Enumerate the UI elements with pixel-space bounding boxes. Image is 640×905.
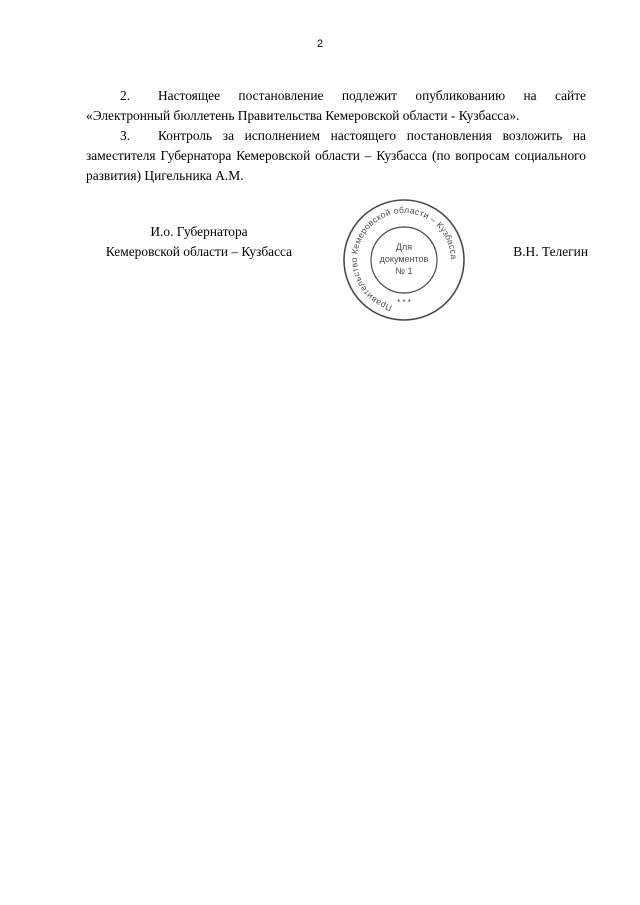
official-seal xyxy=(342,198,466,322)
paragraph-number: 3. xyxy=(120,128,131,143)
document-body xyxy=(86,86,586,186)
paragraph-text: Контроль за исполнением настоящего постановления возложить на заместителя Губернатора Кемеровской области – Кузбасса (по вопросам социального развития) Цигельника А.М. xyxy=(86,128,586,183)
seal-ring-text: Правительство Кемеровской области – Кузбасса xyxy=(348,204,460,314)
seal-stars: * * * xyxy=(397,298,411,307)
paragraph-3 xyxy=(86,126,586,186)
paragraph-2 xyxy=(86,86,586,126)
paragraph-number: 2. xyxy=(120,88,131,103)
signatory-name: В.Н. Телегин xyxy=(513,244,588,259)
paragraph-text: Настоящее постановление подлежит опубликованию на сайте «Электронный бюллетень Правительства Кемеровской области - Кузбасса». xyxy=(86,88,586,123)
page-number: 2 xyxy=(316,38,324,50)
position-line-2: Кемеровской области – Кузбасса xyxy=(105,244,293,259)
position-line-1: И.о. Губернатора xyxy=(150,224,248,239)
seal-center-line-1: Для xyxy=(395,242,413,252)
seal-center-line-2: документов xyxy=(379,254,429,264)
signatory-position xyxy=(84,222,314,262)
seal-center-line-3: № 1 xyxy=(395,266,413,276)
